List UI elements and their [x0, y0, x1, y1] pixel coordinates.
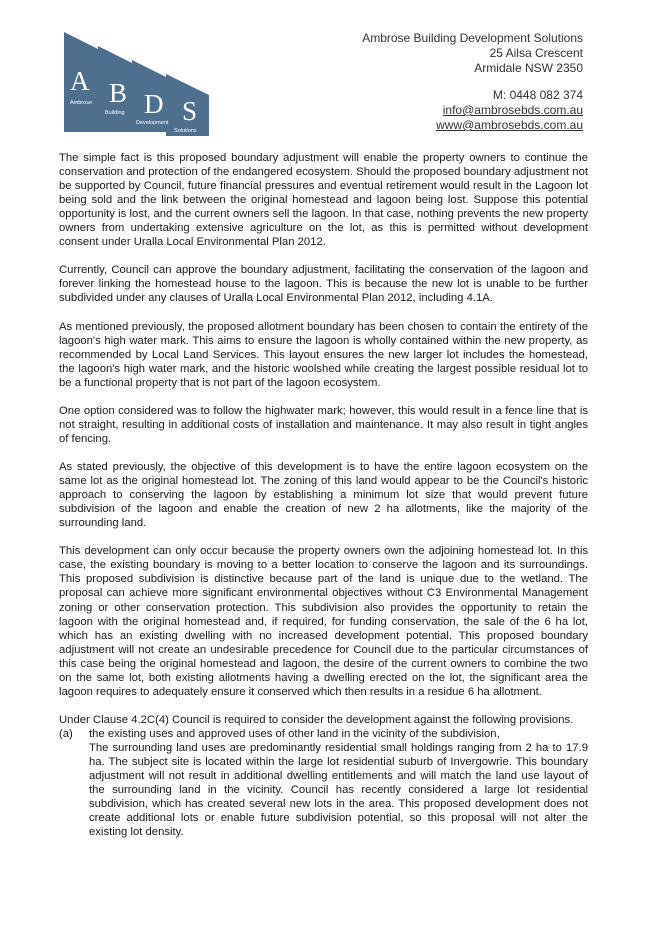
- email-link[interactable]: info@ambrosebds.com.au: [442, 103, 583, 117]
- company-name: Ambrose Building Development Solutions: [362, 31, 583, 45]
- paragraph: As mentioned previously, the proposed allotment boundary has been chosen to contain the entirety of the lagoon's high water mark. This aims to ensure the lagoon is wholly contained within the new property, as recommended by Local Land Services. This layout ensures the new larger lot includes the homestead, the lagoon's high water mark, and the historic woolshed while creating the largest possible residual lot to be a functional property that is not part of the lagoon ecosystem.: [59, 320, 588, 389]
- paragraph: As stated previously, the objective of this development is to have the entire lagoon ecosystem on the same lot as the original homestead lot. The zoning of this land would appear to be the Council's historic approach to conserving the lagoon by establishing a minimum lot size that would prevent future subdivision of the lagoon and enable the creation of new 2 ha allotments, like the majority of the surrounding land.: [59, 461, 588, 530]
- paragraph: The simple fact is this proposed boundary adjustment will enable the property owners to continue the conservation and protection of the endangered ecosystem. Should the proposed boundary adjustment not be supported by Council, future financial pressures and eventual retirement would result in the Lagoon lot being sold and the link between the original homestead and lagoon being lost. Suppose this potential opportunity is lost, and the current owners sell the lagoon. In that case, nothing prevents the new property owners from undertaking extensive agriculture on the lot, as this is permitted without development consent under Uralla Local Environmental Plan 2012.: [59, 152, 588, 249]
- contact-block: [362, 31, 583, 133]
- logo-word-building: Building: [105, 110, 125, 116]
- clause-item-heading: the existing uses and approved uses of other land in the vicinity of the subdivision,: [89, 727, 500, 740]
- paragraph: This development can only occur because the property owners own the adjoining homestead lot. In this case, the existing boundary is moving to a better location to conserve the lagoon and its surroundings. This proposed subdivision is distinctive because part of the land is unique due to the wetland. The proposal can achieve more significant environmental objectives without C3 Environmental Management zoning or other conservation protection. This subdivision also provides the opportunity to retain the lagoon with the original homestead and, if required, for funding conservation, the sale of the 6 ha lot, which has an existing dwelling with no increased development potential. This proposed boundary adjustment will not create an undesirable precedence for Council due to the particular circumstances of this case being the original homestead and lagoon, the desire of the current owners to combine the two on the same lot, both existing allotments having a dwelling erected on the lot, the significant area the lagoon requires to adequately ensure it conserved which then results in a residue 6 ha allotment.: [59, 545, 588, 698]
- clause-item-body: The surrounding land uses are predominantly residential small holdings ranging from 2 ha to 17.9 ha. The subject site is located within the large lot residential suburb of Invergowrie. This boundary adjustment will not result in additional dwelling entitlements and will match the land use layout of the surrounding land in the vicinity. Council has recently considered a large lot residential subdivision, which has created several new lots in the area. This proposed development does not create additional lots or enable future subdivision potential, so this proposal will not alter the existing lot density.: [89, 741, 588, 839]
- logo-word-solutions: Solutions: [174, 128, 197, 134]
- logo-letter-b: B: [109, 78, 128, 108]
- document-body: [59, 151, 588, 839]
- paragraph: One option considered was to follow the highwater mark; however, this would result in a fence line that is not straight, resulting in additional costs of installation and maintenance. It may also result in tight angles of fencing.: [59, 404, 588, 445]
- website-link[interactable]: www@ambrosebds.com.au: [436, 118, 583, 132]
- city-address: Armidale NSW 2350: [474, 61, 583, 75]
- logo-word-ambrose: Ambrose: [70, 100, 93, 106]
- clause-intro: Under Clause 4.2C(4) Council is required to consider the development against the following provisions.: [59, 713, 574, 726]
- street-address: 25 Ailsa Crescent: [489, 46, 583, 60]
- logo-letter-d: D: [144, 89, 164, 119]
- mobile-number: M: 0448 082 374: [492, 88, 583, 102]
- logo-letter-a: A: [70, 66, 90, 96]
- logo-word-development: Development: [136, 120, 169, 126]
- abds-logo-graphic: [64, 32, 214, 136]
- clause-item: [59, 727, 588, 741]
- logo-letter-s: S: [182, 96, 198, 126]
- clause-item-label: (a): [59, 727, 73, 740]
- company-logo: [64, 32, 214, 136]
- paragraph: Currently, Council can approve the boundary adjustment, facilitating the conservation of the lagoon and forever linking the homestead house to the lagoon. This is because the new lot is unable to be further subdivided under any clauses of Uralla Local Environmental Plan 2012, including 4.1A.: [59, 264, 588, 305]
